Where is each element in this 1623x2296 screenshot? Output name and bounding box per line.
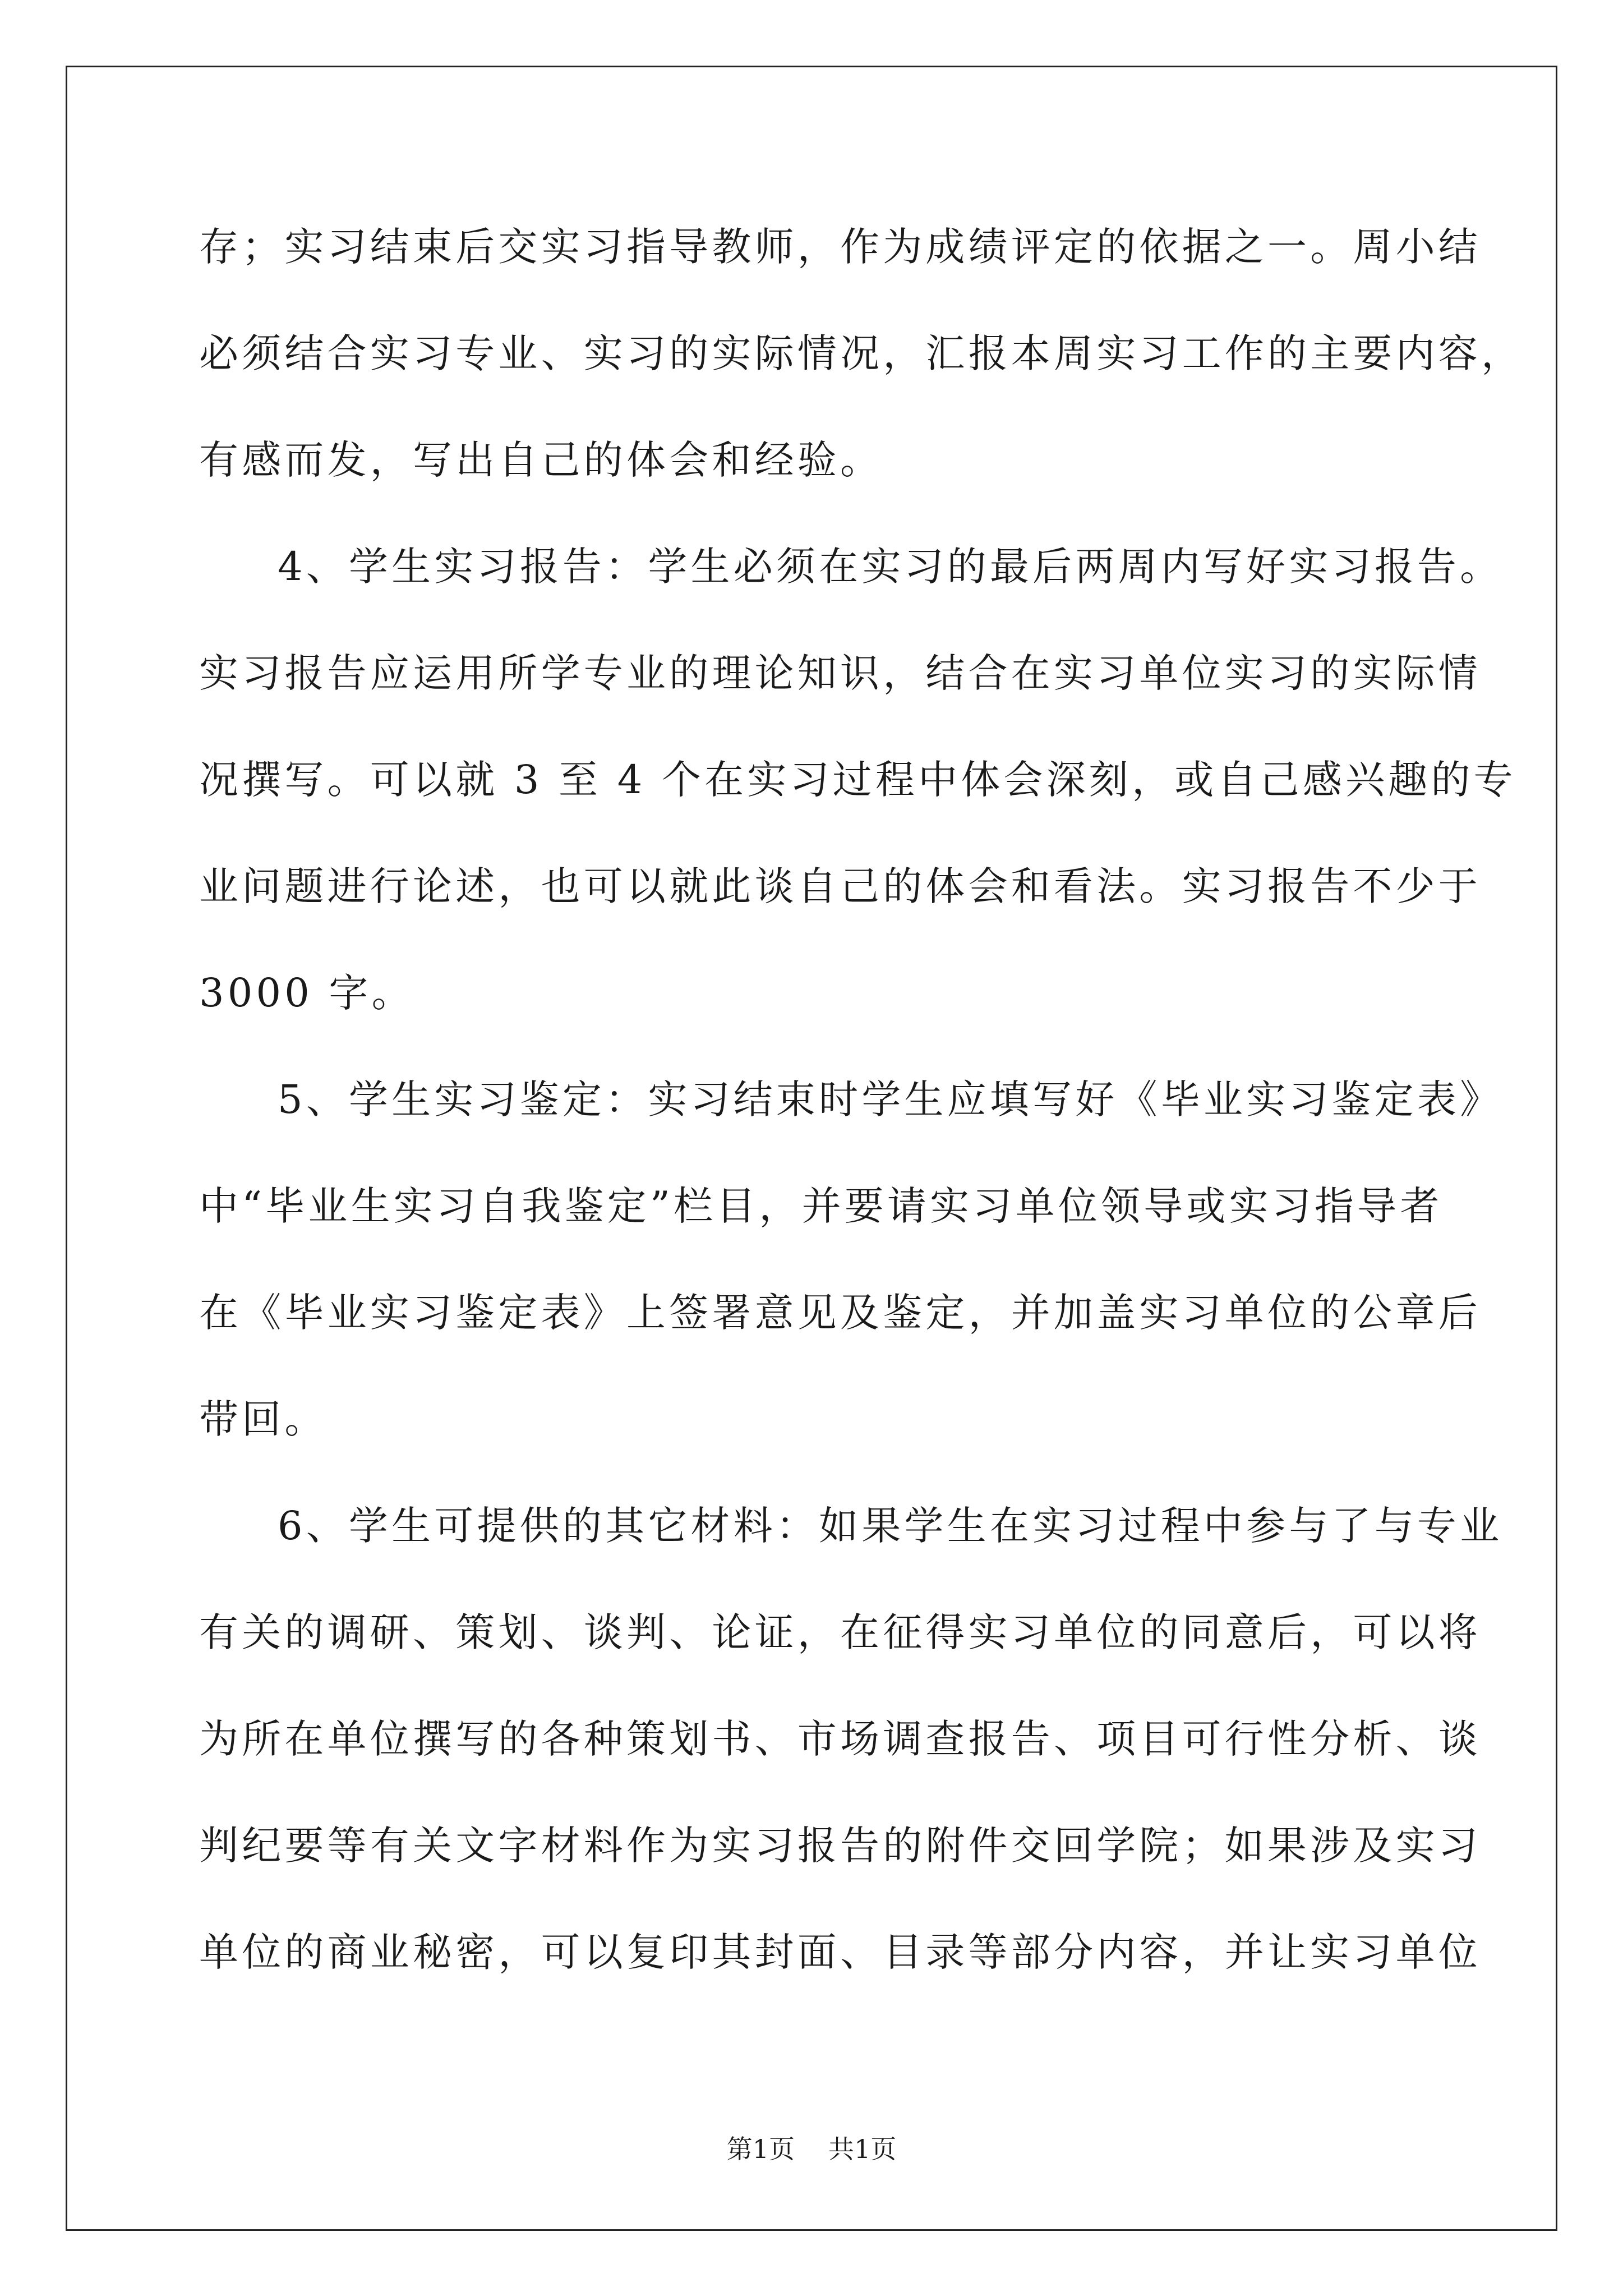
text-line: 在《毕业实习鉴定表》上签署意见及鉴定，并加盖实习单位的公章后: [199, 1290, 1481, 1336]
text-line: 单位的商业秘密，可以复印其封面、目录等部分内容，并让实习单位: [199, 1929, 1481, 1975]
text-line: 3000 字。: [199, 970, 414, 1016]
text-line: 为所在单位撰写的各种策划书、市场调查报告、项目可行性分析、谈: [199, 1716, 1481, 1762]
text-line: 必须结合实习专业、实习的实际情况，汇报本周实习工作的主要内容，: [199, 330, 1524, 376]
text-line: 实习报告应运用所学专业的理论知识，结合在实习单位实习的实际情: [199, 650, 1481, 696]
document-body: [199, 194, 1524, 2005]
text-line: 有感而发，写出自己的体会和经验。: [199, 437, 883, 483]
text-line: 存；实习结束后交实习指导教师，作为成绩评定的依据之一。周小结: [199, 224, 1481, 270]
text-line: 判纪要等有关文字材料作为实习报告的附件交回学院；如果涉及实习: [199, 1823, 1481, 1869]
page-number: 第1页: [726, 2134, 795, 2164]
text-line: 中“毕业生实习自我鉴定”栏目，并要请实习单位领导或实习指导者: [199, 1183, 1443, 1229]
page-total: 共1页: [828, 2134, 897, 2164]
text-line: 4、学生实习报告：学生必须在实习的最后两周内写好实习报告。: [278, 544, 1503, 590]
text-line: 有关的调研、策划、谈判、论证，在征得实习单位的同意后，可以将: [199, 1609, 1481, 1655]
text-line: 5、学生实习鉴定：实习结束时学生应填写好《毕业实习鉴定表》: [278, 1076, 1503, 1122]
text-line: 6、学生可提供的其它材料：如果学生在实习过程中参与了与专业: [278, 1503, 1503, 1549]
text-line: 况撰写。可以就 3 至 4 个在实习过程中体会深刻，或自己感兴趣的专: [199, 757, 1516, 803]
text-line: 带回。: [199, 1396, 328, 1442]
page-footer: [0, 2129, 1623, 2166]
text-line: 业问题进行论述，也可以就此谈自己的体会和看法。实习报告不少于: [199, 863, 1481, 909]
